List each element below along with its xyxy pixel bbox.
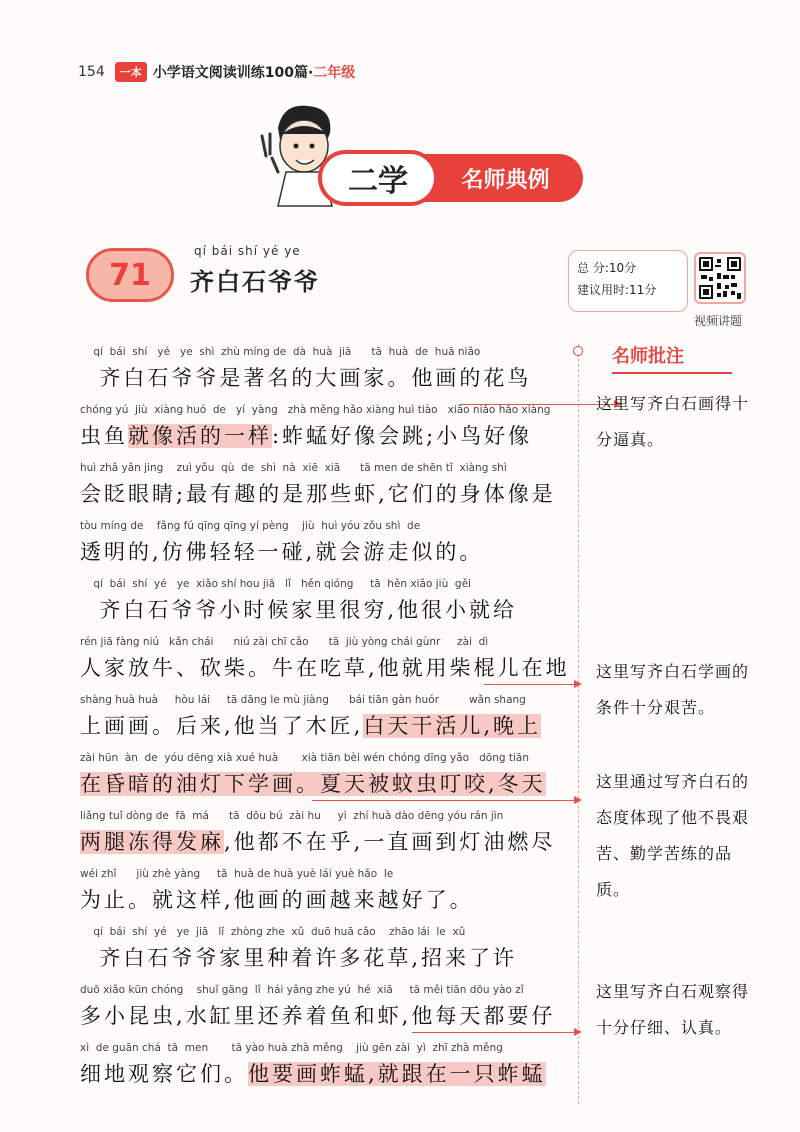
highlight: 就像活的一样 — [128, 424, 272, 448]
pinyin-line: zài hūn àn de yóu dēng xià xué huà xià tiān bèi wén chóng dīng yǎo dōng tiān — [80, 752, 529, 764]
lesson-number-badge: 71 — [86, 248, 174, 302]
pinyin-line: xì de guān chá tā men tā yào huà zhà měng jiù gēn zài yì zhī zhà měng — [80, 1042, 503, 1054]
hanzi-line: 齐白石爷爷家里种着许多花草,招来了许 — [80, 946, 518, 970]
time-value: 11分 — [629, 283, 657, 297]
hanzi-line: 细地观察它们。他要画蚱蜢,就跟在一只蚱蜢 — [80, 1062, 546, 1086]
score-info-box — [568, 250, 688, 312]
hanzi-line: 齐白石爷爷小时候家里很穷,他很小就给 — [80, 598, 518, 622]
annotation-arrow — [412, 1032, 580, 1033]
hanzi-line: 多小昆虫,水缸里还养着鱼和虾,他每天都要仔 — [80, 1004, 556, 1028]
annotation-pin-icon — [573, 346, 583, 356]
hanzi-line: 齐白石爷爷是著名的大画家。他画的花鸟 — [80, 366, 532, 390]
annotation-note: 这里写齐白石观察得十分仔细、认真。 — [596, 982, 750, 1037]
section-banner — [318, 150, 583, 206]
lesson-title-pinyin: qí bái shí yé ye — [194, 244, 301, 258]
pinyin-line: huì zhǎ yǎn jing zuì yǒu qù de shì nà xiē xiā tā men de shēn tǐ xiàng shì — [80, 462, 507, 474]
banner-circle-label: 二学 — [318, 150, 438, 206]
pinyin-line: chóng yú jiù xiàng huó de yí yàng zhà měng hǎo xiàng huì tiào xiǎo niǎo hǎo xiàng — [80, 404, 551, 416]
highlight: 在昏暗的油灯下学画。夏天被蚊虫叮咬,冬天 — [80, 772, 546, 796]
time-label: 建议用时: — [577, 283, 630, 297]
hanzi-line: 为止。就这样,他画的画越来越好了。 — [80, 888, 474, 912]
annotation-note: 这里写齐白石学画的条件十分艰苦。 — [596, 662, 750, 717]
pinyin-line: qí bái shí yé ye shì zhù míng de dà huà jiā tā huà de huā niǎo — [80, 346, 481, 358]
pinyin-line: duō xiǎo kūn chóng shuǐ gāng lǐ hái yǎng zhe yú hé xiā tā měi tiān dōu yào zǐ — [80, 984, 524, 996]
highlight: 两腿冻得发麻 — [80, 830, 224, 854]
annotation-arrow — [312, 800, 580, 801]
pinyin-line: rén jiā fàng niú kǎn chái niú zài chī cǎo tā jiù yòng chái gùnr zài dì — [80, 636, 489, 648]
pinyin-line: qí bái shí yé ye jiā lǐ zhòng zhe xǔ duō huā cǎo zhāo lái le xǔ — [80, 926, 466, 938]
hanzi-line: 人家放牛、砍柴。牛在吃草,他就用柴棍儿在地 — [80, 656, 570, 680]
grade-label: 二年级 — [313, 65, 356, 81]
annotation-note: 这里通过写齐白石的态度体现了他不畏艰苦、勤学苦练的品质。 — [596, 772, 750, 899]
pinyin-line: wéi zhǐ jiù zhè yàng tā huà de huà yuè lái yuè hǎo le — [80, 868, 394, 880]
page-header — [78, 62, 355, 82]
qr-caption: 视频讲题 — [694, 314, 743, 328]
banner-pill-label: 名师典例 — [408, 154, 583, 202]
highlight: 白天干活儿,晚上 — [363, 714, 542, 738]
pinyin-line: liǎng tuǐ dòng de fā má tā dōu bú zài hu yì zhí huà dào dēng yóu rán jìn — [80, 810, 504, 822]
hanzi-line: 两腿冻得发麻,他都不在乎,一直画到灯油燃尽 — [80, 830, 556, 854]
page-number: 154 — [78, 64, 105, 80]
pinyin-line: shàng huà huà hòu lái tā dāng le mù jiàng bái tiān gàn huór wǎn shang — [80, 694, 526, 706]
annotation-note: 这里写齐白石画得十分逼真。 — [596, 394, 750, 449]
hanzi-line: 透明的,仿佛轻轻一碰,就会游走似的。 — [80, 540, 484, 564]
highlight: 他要画蚱蜢,就跟在一只蚱蜢 — [248, 1062, 546, 1086]
hanzi-line: 会眨眼睛;最有趣的是那些虾,它们的身体像是 — [80, 482, 556, 506]
score-value: 10分 — [608, 261, 637, 275]
pinyin-line: qí bái shí yé ye xiǎo shí hou jiā lǐ hěn qióng tā hěn xiǎo jiù gěi — [80, 578, 471, 590]
lesson-title: 齐白石爷爷 — [190, 267, 320, 296]
hanzi-line: 上画画。后来,他当了木匠,白天干活儿,晚上 — [80, 714, 542, 738]
annotation-arrow — [484, 684, 580, 685]
hanzi-line: 虫鱼就像活的一样:蚱蜢好像会跳;小鸟好像 — [80, 424, 533, 448]
pinyin-line: tòu míng de fǎng fú qīng qīng yí pèng jiù huì yóu zǒu shì de — [80, 520, 421, 532]
annotation-heading: 名师批注 — [612, 342, 684, 368]
score-label: 总 分: — [577, 261, 609, 275]
book-series: 小学语文阅读训练100篇· — [152, 65, 314, 81]
hanzi-line — [80, 768, 546, 798]
qr-code-icon[interactable] — [694, 252, 746, 304]
annotation-guide-line — [578, 344, 580, 1104]
brand-logo: 一本 — [115, 62, 147, 82]
